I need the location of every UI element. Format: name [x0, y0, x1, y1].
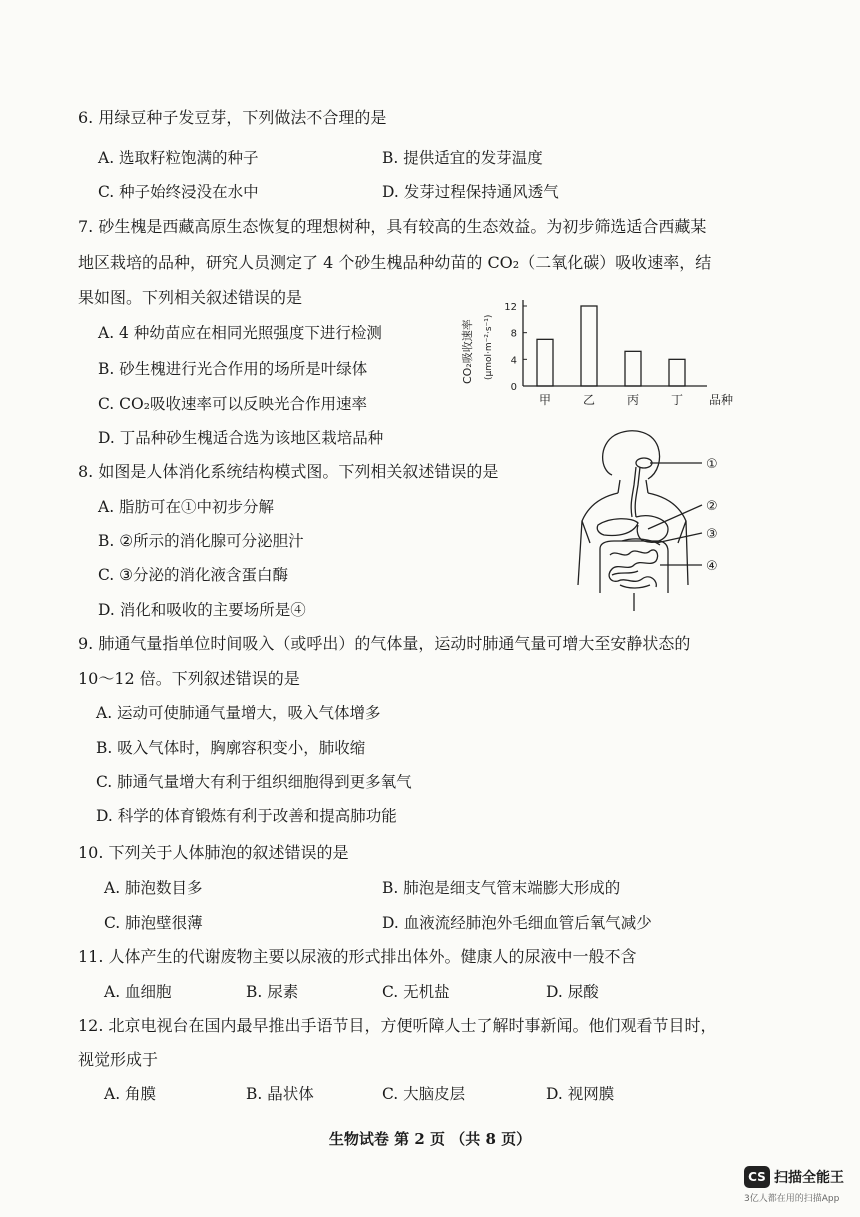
- question-7-stem-line-2: 地区栽培的品种，研究人员测定了 4 个砂生槐品种幼苗的 CO₂（二氧化碳）吸收速率，结: [78, 253, 712, 272]
- q11-option-d: D. 尿酸: [546, 983, 599, 1001]
- chart-x-tick-label: 丙: [626, 393, 640, 407]
- q7-option-b: B. 砂生槐进行光合作用的场所是叶绿体: [98, 360, 368, 378]
- q9-option-a: A. 运动可使肺通气量增大，吸入气体增多: [96, 704, 381, 722]
- chart-y-axis-unit: (μmol·m⁻²·s⁻¹): [484, 314, 494, 380]
- chart-x-tick-label: 甲: [538, 393, 552, 407]
- chart-bar-丙: [625, 351, 641, 386]
- q6-option-b: B. 提供适宜的发芽温度: [382, 149, 543, 167]
- question-11-stem: 11. 人体产生的代谢废物主要以尿液的形式排出体外。健康人的尿液中一般不含: [78, 947, 637, 966]
- q12-option-a: A. 角膜: [104, 1085, 157, 1103]
- question-12-stem-line-2: 视觉形成于: [78, 1050, 159, 1069]
- q9-option-b: B. 吸入气体时，胸廓容积变小，肺收缩: [96, 739, 366, 757]
- q12-option-d: D. 视网膜: [546, 1085, 615, 1103]
- q7-option-c: C. CO₂吸收速率可以反映光合作用速率: [98, 395, 367, 413]
- chart-y-tick-label: 8: [510, 328, 517, 340]
- chart-x-tick-label: 乙: [582, 393, 596, 407]
- q6-option-d: D. 发芽过程保持通风透气: [382, 183, 559, 201]
- chart-x-axis-label: 品种: [709, 393, 734, 407]
- question-6-stem: 6. 用绿豆种子发豆芽，下列做法不合理的是: [78, 108, 387, 127]
- q9-option-d: D. 科学的体育锻炼有利于改善和提高肺功能: [96, 807, 397, 825]
- chart-x-tick-label: 丁: [670, 393, 684, 407]
- q7-option-d: D. 丁品种砂生槐适合选为该地区栽培品种: [98, 429, 384, 447]
- q10-option-c: C. 肺泡壁很薄: [104, 914, 203, 932]
- q9-option-c: C. 肺通气量增大有利于组织细胞得到更多氧气: [96, 773, 412, 791]
- q11-option-c: C. 无机盐: [382, 983, 450, 1001]
- question-7-stem-line-1: 7. 砂生槐是西藏高原生态恢复的理想树种，具有较高的生态效益。为初步筛选适合西藏某: [78, 217, 707, 236]
- question-10-stem: 10. 下列关于人体肺泡的叙述错误的是: [78, 843, 349, 862]
- diagram-label-1: ①: [706, 457, 718, 472]
- q11-option-a: A. 血细胞: [104, 983, 172, 1001]
- chart-bar-乙: [581, 306, 597, 386]
- question-8-stem: 8. 如图是人体消化系统结构模式图。下列相关叙述错误的是: [78, 462, 499, 481]
- diagram-label-4: ④: [706, 559, 718, 574]
- q8-option-d: D. 消化和吸收的主要场所是④: [98, 601, 306, 619]
- q12-option-b: B. 晶状体: [246, 1085, 314, 1103]
- q8-option-b: B. ②所示的消化腺可分泌胆汁: [98, 532, 304, 550]
- q8-option-a: A. 脂肪可在①中初步分解: [98, 498, 275, 516]
- chart-bar-丁: [669, 359, 685, 386]
- diagram-label-3: ③: [706, 527, 718, 542]
- q10-option-a: A. 肺泡数目多: [104, 879, 203, 897]
- q8-option-c: C. ③分泌的消化液含蛋白酶: [98, 566, 289, 584]
- q11-option-b: B. 尿素: [246, 983, 299, 1001]
- question-9-stem-line-1: 9. 肺通气量指单位时间吸入（或呼出）的气体量，运动时肺通气量可增大至安静状态的: [78, 634, 691, 653]
- q7-option-a: A. 4 种幼苗应在相同光照强度下进行检测: [98, 324, 382, 342]
- diagram-label-2: ②: [706, 499, 718, 514]
- chart-y-tick-label: 4: [510, 355, 517, 367]
- chart-y-tick-label: 12: [504, 302, 517, 313]
- q10-option-d: D. 血液流经肺泡外毛细血管后氧气减少: [382, 914, 652, 932]
- chart-y-tick-label: 0: [510, 382, 517, 393]
- camscanner-logo-icon: CS: [744, 1166, 770, 1188]
- watermark-tagline: 3亿人都在用的扫描App: [744, 1194, 840, 1204]
- co2-uptake-bar-chart: [455, 290, 734, 410]
- q12-option-c: C. 大脑皮层: [382, 1085, 466, 1103]
- digestive-system-diagram: [560, 425, 740, 615]
- q6-option-a: A. 选取籽粒饱满的种子: [98, 149, 259, 167]
- chart-y-axis-label: CO₂吸收速率: [461, 319, 474, 384]
- scanner-watermark: [744, 1166, 854, 1204]
- q10-option-b: B. 肺泡是细支气管末端膨大形成的: [382, 879, 621, 897]
- page-footer: 生物试卷 第 2 页 （共 8 页）: [328, 1130, 532, 1148]
- question-9-stem-line-2: 10～12 倍。下列叙述错误的是: [78, 669, 300, 688]
- chart-bar-甲: [537, 339, 553, 386]
- q6-option-c: C. 种子始终浸没在水中: [98, 183, 259, 201]
- question-7-stem-line-3: 果如图。下列相关叙述错误的是: [78, 288, 303, 307]
- watermark-app-name: 扫描全能王: [774, 1170, 844, 1186]
- question-12-stem-line-1: 12. 北京电视台在国内最早推出手语节目，方便听障人士了解时事新闻。他们观看节目时，: [78, 1016, 717, 1035]
